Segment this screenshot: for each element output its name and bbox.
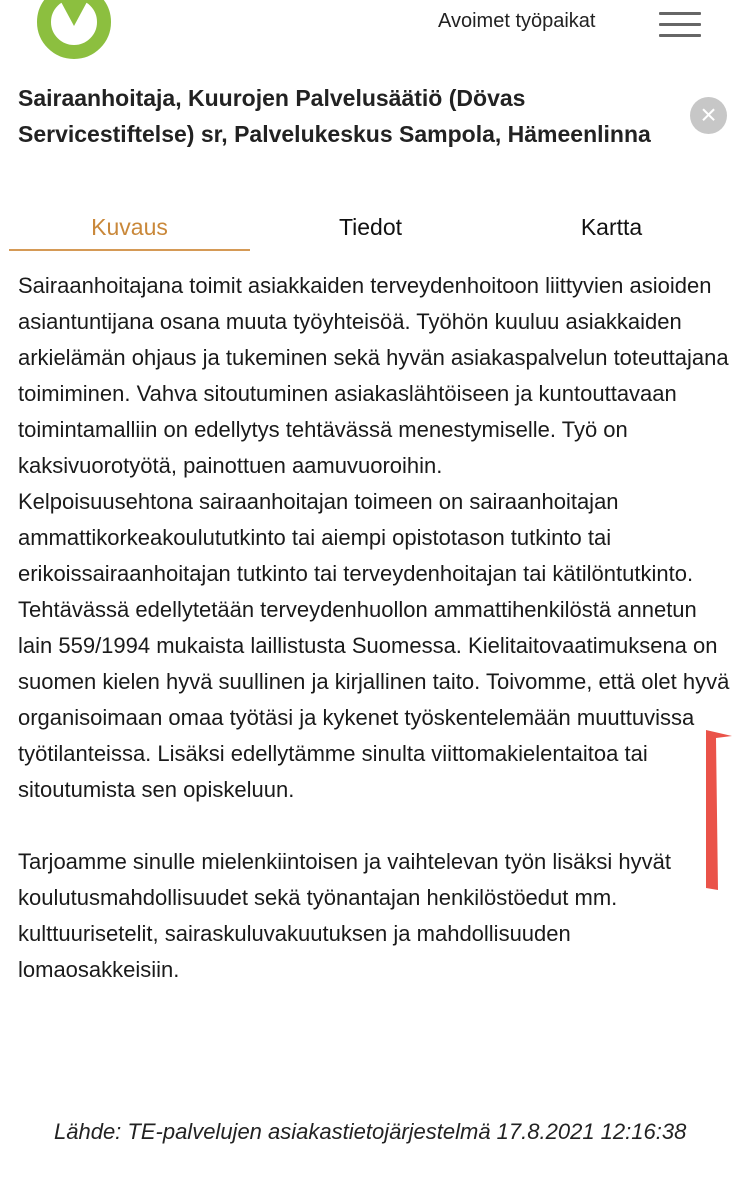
tab-bar [9,205,734,253]
tab-details[interactable]: Tiedot [338,214,403,240]
open-jobs-link[interactable]: Avoimet työpaikat [438,10,596,32]
description-paragraph: Kelpoisuusehtona sairaanhoitajan toimeen on sairaanhoitajan ammattikorkeakoulututkinto tai aiempi opistotason tutkinto tai erikoissairaanhoitajan tutkinto tai terveydenhoitajan tai kätilöntutkinto. [18,489,694,586]
tab-description[interactable]: Kuvaus [9,205,250,251]
top-bar [0,0,743,70]
red-annotation-mark [694,724,734,894]
job-description [18,268,730,988]
close-button[interactable]: × [690,97,727,134]
hamburger-line [659,34,701,37]
logo-icon[interactable] [36,0,112,62]
description-paragraph: Tarjoamme sinulle mielenkiintoisen ja vaihtelevan työn lisäksi hyvät koulutusmahdollisuudet sekä työnantajan henkilöstöedut mm. kulttuurisetelit, sairaskuluvakuutuksen ja mahdollisuuden lomaosakkeisiin. [18,849,671,982]
hamburger-line [659,12,701,15]
hamburger-line [659,23,701,26]
source-note: Lähde: TE-palvelujen asiakastietojärjestelmä 17.8.2021 12:16:38 [54,1119,687,1144]
hamburger-icon[interactable] [659,12,701,38]
description-paragraph: Sairaanhoitajana toimit asiakkaiden terveydenhoitoon liittyvien asioiden asiantuntijana osana muuta työyhteisöä. Työhön kuuluu asiakkaiden arkielämän ohjaus ja tukeminen sekä hyvän asiakaspalvelun toteuttajana toimiminen. Vahva sitoutuminen asiakaslähtöiseen ja kuntouttavaan toimintamalliin on edellytys tehtävässä menestymiselle. Työ on kaksivuorotyötä, painottuen aamuvuoroihin. [18,273,729,478]
tab-map[interactable]: Kartta [580,214,643,240]
description-paragraph: Tehtävässä edellytetään terveydenhuollon ammattihenkilöstä annetun lain 559/1994 mukaista laillistusta Suomessa. Kielitaitovaatimuksena on suomen kielen hyvä suullinen ja kirjallinen taito. Toivomme, että olet hyvä organisoimaan omaa työtäsi ja kykenet työskentelemään muuttuvissa työtilanteissa. Lisäksi edellytämme sinulta viittomakielentaitoa tai sitoutumista sen opiskeluun. [18,597,730,802]
job-title: Sairaanhoitaja, Kuurojen Palvelusäätiö (Dövas Servicestiftelse) sr, Palvelukeskus Sampola, Hämeenlinna [18,85,651,147]
